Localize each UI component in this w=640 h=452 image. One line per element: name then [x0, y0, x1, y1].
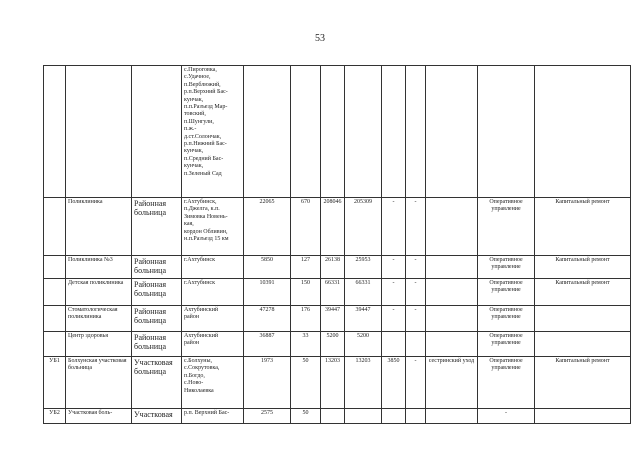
cell-type: Участковая — [132, 409, 182, 424]
address-line: район — [184, 314, 200, 321]
cell-address — [182, 306, 244, 332]
address-line: г.Ахтубинск — [184, 280, 215, 286]
cell-v5 — [426, 256, 478, 279]
cell-address — [182, 198, 244, 256]
cell-v4 — [406, 332, 426, 357]
address-line: с.Сокрутовка, — [184, 365, 220, 372]
cell-code: УБ2 — [44, 409, 66, 424]
address-line: с.Пироговка, — [184, 67, 217, 73]
cell-v4: - — [406, 198, 426, 256]
cell-repair — [535, 332, 631, 357]
address-line: кунчак, — [184, 163, 204, 170]
cell-v2: 66331 — [345, 279, 382, 306]
cell-visits: 150 — [291, 279, 321, 306]
cell-address — [182, 409, 244, 424]
cell-v3 — [382, 409, 406, 424]
cell-repair — [535, 66, 631, 198]
address-line: район — [184, 340, 200, 347]
cell-population: 1973 — [244, 357, 291, 409]
cell-population — [244, 66, 291, 198]
cell-visits: 50 — [291, 357, 321, 409]
cell-name: Центр здоровья — [66, 332, 132, 357]
cell-v5 — [426, 198, 478, 256]
cell-address — [182, 357, 244, 409]
address-line: п.п.Разъезд Мар- — [184, 104, 228, 111]
table-row — [44, 66, 631, 198]
cell-population: 5850 — [244, 256, 291, 279]
address-line: р.п.Нижний Бас- — [184, 141, 227, 148]
cell-type: Районная больница — [132, 198, 182, 256]
cell-mgmt: Оперативное управление — [478, 332, 535, 357]
cell-v1: 26138 — [321, 256, 345, 279]
cell-population: 10391 — [244, 279, 291, 306]
cell-name: Участковая боль- — [66, 409, 132, 424]
cell-mgmt: Оперативное управление — [478, 279, 535, 306]
address-line: кунчак, — [184, 96, 204, 103]
cell-v2 — [345, 409, 382, 424]
address-line: п.Джелга, к.п. — [184, 206, 220, 213]
cell-code: УБ1 — [44, 357, 66, 409]
cell-v4: - — [406, 306, 426, 332]
cell-v2: 25953 — [345, 256, 382, 279]
address-line: п.Зеленый Сад — [184, 170, 222, 177]
table-row — [44, 409, 631, 424]
facilities-table — [43, 65, 631, 424]
cell-v4 — [406, 66, 426, 198]
cell-repair: Капитальный ремонт — [535, 198, 631, 256]
cell-v4 — [406, 409, 426, 424]
cell-repair — [535, 306, 631, 332]
cell-mgmt: Оперативное управление — [478, 198, 535, 256]
cell-type: Районная больница — [132, 279, 182, 306]
cell-v5 — [426, 66, 478, 198]
cell-v3: - — [382, 279, 406, 306]
cell-population: 2575 — [244, 409, 291, 424]
address-line: Ахтубинский — [184, 333, 219, 339]
address-line: Ахтубинский — [184, 307, 219, 313]
cell-name: Стоматологическая поликлиника — [66, 306, 132, 332]
table-row — [44, 256, 631, 279]
cell-v3: 3850 — [382, 357, 406, 409]
address-line: кунчак, — [184, 148, 204, 155]
cell-v2: 13203 — [345, 357, 382, 409]
address-line: н.п.Разъезд 15 км — [184, 236, 229, 243]
address-line: Николаевка — [184, 387, 214, 394]
cell-v5 — [426, 306, 478, 332]
cell-v4: - — [406, 357, 426, 409]
cell-v2: 5200 — [345, 332, 382, 357]
cell-v1: 208046 — [321, 198, 345, 256]
address-line: г.Ахтубинск, — [184, 199, 217, 205]
address-line: с.Ново- — [184, 380, 204, 387]
cell-visits — [291, 66, 321, 198]
cell-code — [44, 332, 66, 357]
cell-address — [182, 279, 244, 306]
address-line: Зимовка Новень- — [184, 213, 228, 220]
cell-type: Участковая больница — [132, 357, 182, 409]
cell-code — [44, 198, 66, 256]
cell-mgmt: Оперативное управление — [478, 306, 535, 332]
cell-population: 22065 — [244, 198, 291, 256]
table-row — [44, 198, 631, 256]
cell-repair — [535, 409, 631, 424]
cell-mgmt: Оперативное управление — [478, 357, 535, 409]
cell-visits: 50 — [291, 409, 321, 424]
cell-v1: 39447 — [321, 306, 345, 332]
cell-address — [182, 332, 244, 357]
cell-v3: - — [382, 256, 406, 279]
cell-v5 — [426, 332, 478, 357]
cell-repair: Капитальный ремонт — [535, 357, 631, 409]
cell-v5 — [426, 409, 478, 424]
cell-name: Детская поликлиника — [66, 279, 132, 306]
cell-name: Поликлиника №3 — [66, 256, 132, 279]
cell-type: Районная больница — [132, 332, 182, 357]
address-line: п.Верблюжий, — [184, 81, 221, 88]
cell-repair: Капитальный ремонт — [535, 279, 631, 306]
cell-v1 — [321, 66, 345, 198]
cell-visits: 176 — [291, 306, 321, 332]
cell-mgmt — [478, 66, 535, 198]
cell-v3: - — [382, 198, 406, 256]
cell-v2: 205309 — [345, 198, 382, 256]
cell-code — [44, 279, 66, 306]
page-number: 53 — [315, 33, 325, 44]
address-line: д.ст.Солончак, — [184, 133, 222, 140]
cell-name: Болхунская участковая больница — [66, 357, 132, 409]
address-line: п.Богдо, — [184, 372, 205, 379]
cell-mgmt: Оперативное управление — [478, 256, 535, 279]
address-line: р.п.Верхний Бас- — [184, 89, 228, 96]
cell-name — [66, 66, 132, 198]
address-line: кордон Обливин, — [184, 228, 228, 235]
cell-visits: 33 — [291, 332, 321, 357]
cell-v4: - — [406, 279, 426, 306]
address-line: п.Шунгули, — [184, 118, 214, 125]
cell-name: Поликлиника — [66, 198, 132, 256]
cell-code — [44, 256, 66, 279]
cell-type: Районная больница — [132, 306, 182, 332]
table-body — [44, 66, 631, 424]
address-line: п.ж.- — [184, 126, 197, 133]
cell-v1 — [321, 409, 345, 424]
address-line: г.Ахтубинск — [184, 257, 215, 263]
address-line: п.Средний Бас- — [184, 155, 224, 162]
address-line: кая, — [184, 221, 194, 228]
cell-mgmt: - — [478, 409, 535, 424]
cell-v2: 39447 — [345, 306, 382, 332]
cell-v4: - — [406, 256, 426, 279]
cell-v5: сестринский уход — [426, 357, 478, 409]
cell-address — [182, 256, 244, 279]
cell-v2 — [345, 66, 382, 198]
address-line: с.Болхуны, — [184, 358, 213, 364]
table-row — [44, 279, 631, 306]
cell-code — [44, 66, 66, 198]
cell-repair: Капитальный ремонт — [535, 256, 631, 279]
cell-v3 — [382, 332, 406, 357]
table-row — [44, 306, 631, 332]
cell-population: 36887 — [244, 332, 291, 357]
cell-type — [132, 66, 182, 198]
address-line: товский, — [184, 111, 206, 118]
cell-code — [44, 306, 66, 332]
cell-type: Районная больница — [132, 256, 182, 279]
address-line: с.Удачное, — [184, 74, 211, 81]
cell-address — [182, 66, 244, 198]
cell-v3 — [382, 66, 406, 198]
table-row — [44, 332, 631, 357]
cell-v1: 66331 — [321, 279, 345, 306]
address-line: р.п. Верхний Бас- — [184, 410, 230, 416]
cell-population: 47278 — [244, 306, 291, 332]
table-row — [44, 357, 631, 409]
cell-v5 — [426, 279, 478, 306]
cell-v1: 5200 — [321, 332, 345, 357]
cell-v1: 13203 — [321, 357, 345, 409]
cell-visits: 127 — [291, 256, 321, 279]
cell-v3: - — [382, 306, 406, 332]
cell-visits: 670 — [291, 198, 321, 256]
